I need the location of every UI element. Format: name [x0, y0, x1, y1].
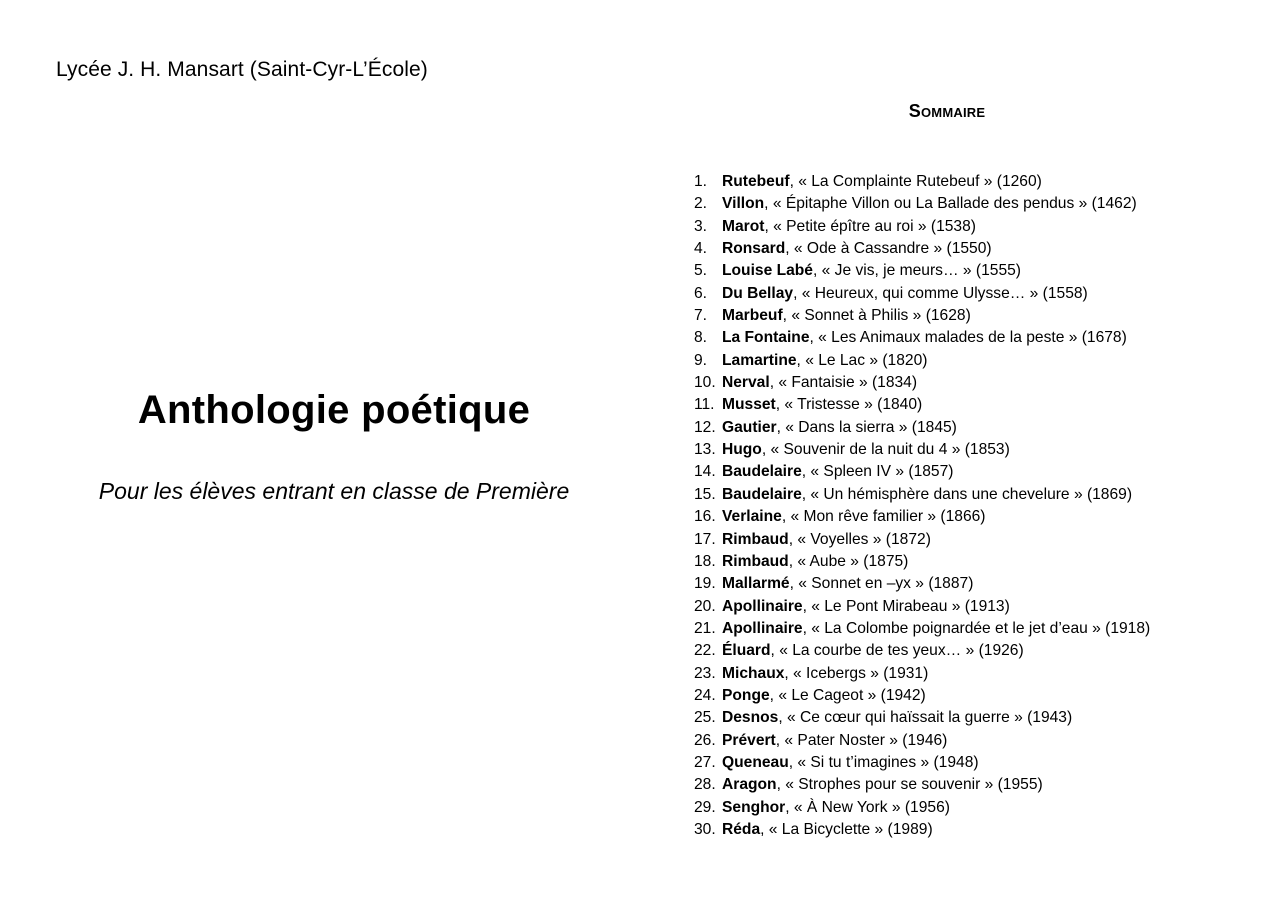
toc-item-number: 5. — [694, 262, 708, 280]
toc-item — [694, 752, 1150, 774]
table-of-contents-heading: Sommaire — [908, 101, 986, 121]
toc-item-title: , « Je vis, je meurs… » (1555) — [812, 262, 1021, 280]
toc-item-number: 12. — [694, 418, 716, 436]
toc-item-author: Senghor — [722, 798, 786, 816]
toc-item-author: Prévert — [722, 731, 776, 749]
toc-item-number: 1. — [694, 173, 708, 190]
toc-item — [694, 663, 1150, 685]
toc-item — [694, 551, 1150, 573]
toc-item-author: Lamartine — [722, 351, 797, 369]
toc-item-title: , « Fantaisie » (1834) — [769, 374, 918, 392]
toc-item-number: 16. — [694, 508, 716, 526]
toc-item-author: Ronsard — [722, 240, 786, 258]
toc-item-title: , « Sonnet en –yx » (1887) — [789, 575, 974, 593]
toc-item-number: 21. — [694, 619, 716, 637]
toc-item-number: 24. — [694, 686, 716, 704]
toc-item — [694, 305, 1150, 327]
toc-item-title: , « À New York » (1956) — [785, 798, 950, 816]
toc-item-title: , « Ode à Cassandre » (1550) — [785, 240, 992, 258]
toc-item-number: 27. — [694, 753, 716, 771]
toc-item-number: 30. — [694, 820, 716, 838]
toc-item-author: Rimbaud — [722, 530, 789, 548]
toc-item-title: , « Sonnet à Philis » (1628) — [782, 307, 971, 325]
toc-item — [694, 372, 1150, 394]
toc-item-title: , « Mon rêve familier » (1866) — [781, 508, 986, 526]
toc-item-author: Apollinaire — [722, 619, 803, 637]
toc-item-author: Gautier — [722, 418, 777, 436]
toc-item-author: Ponge — [722, 686, 770, 704]
toc-item-author: Marbeuf — [722, 307, 783, 325]
toc-item-number: 28. — [694, 776, 716, 794]
toc-item-title: , « Dans la sierra » (1845) — [776, 418, 957, 436]
toc-item-author: Musset — [722, 396, 776, 414]
toc-item-number: 2. — [694, 195, 708, 213]
toc-item-author: Louise Labé — [722, 262, 813, 280]
toc-item-number: 26. — [694, 731, 716, 749]
toc-item-author: Rutebeuf — [722, 173, 790, 190]
toc-item-number: 23. — [694, 664, 716, 682]
toc-item-title: , « La Complainte Rutebeuf » (1260) — [789, 173, 1042, 190]
toc-item-author: Michaux — [722, 664, 785, 682]
toc-item — [694, 484, 1150, 506]
toc-item — [694, 417, 1150, 439]
toc-item-title: , « La Bicyclette » (1989) — [760, 820, 933, 838]
toc-item-author: Apollinaire — [722, 597, 803, 615]
toc-item — [694, 216, 1150, 238]
toc-item-author: Aragon — [722, 776, 777, 794]
toc-item — [694, 685, 1150, 707]
toc-item-number: 11. — [694, 396, 715, 414]
toc-item-title: , « Voyelles » (1872) — [788, 530, 931, 548]
toc-item — [694, 529, 1150, 551]
toc-item-title: , « Petite épître au roi » (1538) — [764, 217, 976, 235]
toc-item-title: , « Aube » (1875) — [788, 552, 909, 570]
toc-item-title: , « Heureux, qui comme Ulysse… » (1558) — [793, 284, 1088, 302]
toc-item-author: La Fontaine — [722, 329, 810, 347]
toc-item-title: , « Strophes pour se souvenir » (1955) — [776, 776, 1043, 794]
toc-item — [694, 350, 1150, 372]
toc-item-title: , « Spleen IV » (1857) — [801, 463, 954, 481]
toc-item-title: , « Icebergs » (1931) — [784, 664, 929, 682]
toc-item-author: Verlaine — [722, 508, 782, 526]
toc-item-author: Desnos — [722, 709, 779, 727]
toc-item-number: 9. — [694, 351, 708, 369]
toc-item — [694, 171, 1150, 193]
toc-item-number: 14. — [694, 463, 716, 481]
toc-item-author: Rimbaud — [722, 552, 789, 570]
toc-item — [694, 506, 1150, 528]
toc-item-title: , « Le Pont Mirabeau » (1913) — [802, 597, 1010, 615]
toc-item-author: Villon — [722, 195, 765, 213]
toc-item-number: 22. — [694, 642, 716, 660]
toc-item — [694, 797, 1150, 819]
toc-item-number: 29. — [694, 798, 716, 816]
toc-item-author: Du Bellay — [722, 284, 794, 302]
toc-item-author: Baudelaire — [722, 463, 802, 481]
toc-item — [694, 573, 1150, 595]
toc-item-author: Queneau — [722, 753, 789, 771]
toc-item-title: , « Ce cœur qui haïssait la guerre » (1943) — [778, 709, 1073, 727]
document-title: Anthologie poétique — [137, 388, 531, 432]
toc-item — [694, 461, 1150, 483]
school-name: Lycée J. H. Mansart (Saint-Cyr-L’École) — [56, 58, 428, 81]
toc-item — [694, 260, 1150, 282]
toc-item-number: 13. — [694, 441, 716, 459]
toc-item — [694, 730, 1150, 752]
toc-item-author: Mallarmé — [722, 575, 790, 593]
toc-item-number: 7. — [694, 307, 708, 325]
toc-item — [694, 819, 1150, 841]
document-subtitle: Pour les élèves entrant en classe de Première — [98, 478, 570, 504]
toc-item-number: 19. — [694, 575, 716, 593]
toc-item-title: , « Pater Noster » (1946) — [775, 731, 948, 749]
toc-item-title: , « Un hémisphère dans une chevelure » (1869) — [801, 485, 1133, 503]
toc-item-title: , « Épitaphe Villon ou La Ballade des pendus » (1462) — [764, 195, 1137, 213]
toc-item-author: Baudelaire — [722, 485, 802, 503]
toc-item — [694, 774, 1150, 796]
toc-item-title: , « Les Animaux malades de la peste » (1678) — [809, 329, 1127, 347]
toc-item-number: 17. — [694, 530, 716, 548]
toc-item-title: , « Souvenir de la nuit du 4 » (1853) — [761, 441, 1010, 459]
toc-item — [694, 640, 1150, 662]
toc-item-title: , « Tristesse » (1840) — [775, 396, 923, 414]
toc-item-title: , « Le Cageot » (1942) — [769, 686, 926, 704]
toc-item — [694, 283, 1150, 305]
toc-item — [694, 193, 1150, 215]
toc-item — [694, 618, 1150, 640]
toc-item — [694, 238, 1150, 260]
toc-item-number: 10. — [694, 374, 716, 392]
toc-item-author: Éluard — [722, 642, 771, 660]
toc-item — [694, 439, 1150, 461]
toc-item-number: 8. — [694, 329, 708, 347]
toc-item-number: 15. — [694, 485, 716, 503]
toc-item — [694, 394, 1150, 416]
toc-item-author: Nerval — [722, 374, 770, 392]
toc-item-number: 18. — [694, 552, 716, 570]
toc-item-title: , « Si tu t’imagines » (1948) — [788, 753, 979, 771]
toc-item — [694, 596, 1150, 618]
toc-item-number: 4. — [694, 240, 708, 258]
toc-item-number: 20. — [694, 597, 716, 615]
toc-item-author: Hugo — [722, 441, 762, 459]
toc-item-title: , « La courbe de tes yeux… » (1926) — [770, 642, 1024, 660]
toc-item-author: Réda — [722, 820, 761, 838]
toc-item — [694, 707, 1150, 729]
toc-item-number: 6. — [694, 284, 708, 302]
toc-item-number: 3. — [694, 217, 708, 235]
table-of-contents — [694, 171, 1150, 841]
toc-item-title: , « Le Lac » (1820) — [796, 351, 928, 369]
toc-item-number: 25. — [694, 709, 716, 727]
toc-item-author: Marot — [722, 217, 765, 235]
toc-item-title: , « La Colombe poignardée et le jet d’eau » (1918) — [802, 619, 1151, 637]
toc-item — [694, 327, 1150, 349]
